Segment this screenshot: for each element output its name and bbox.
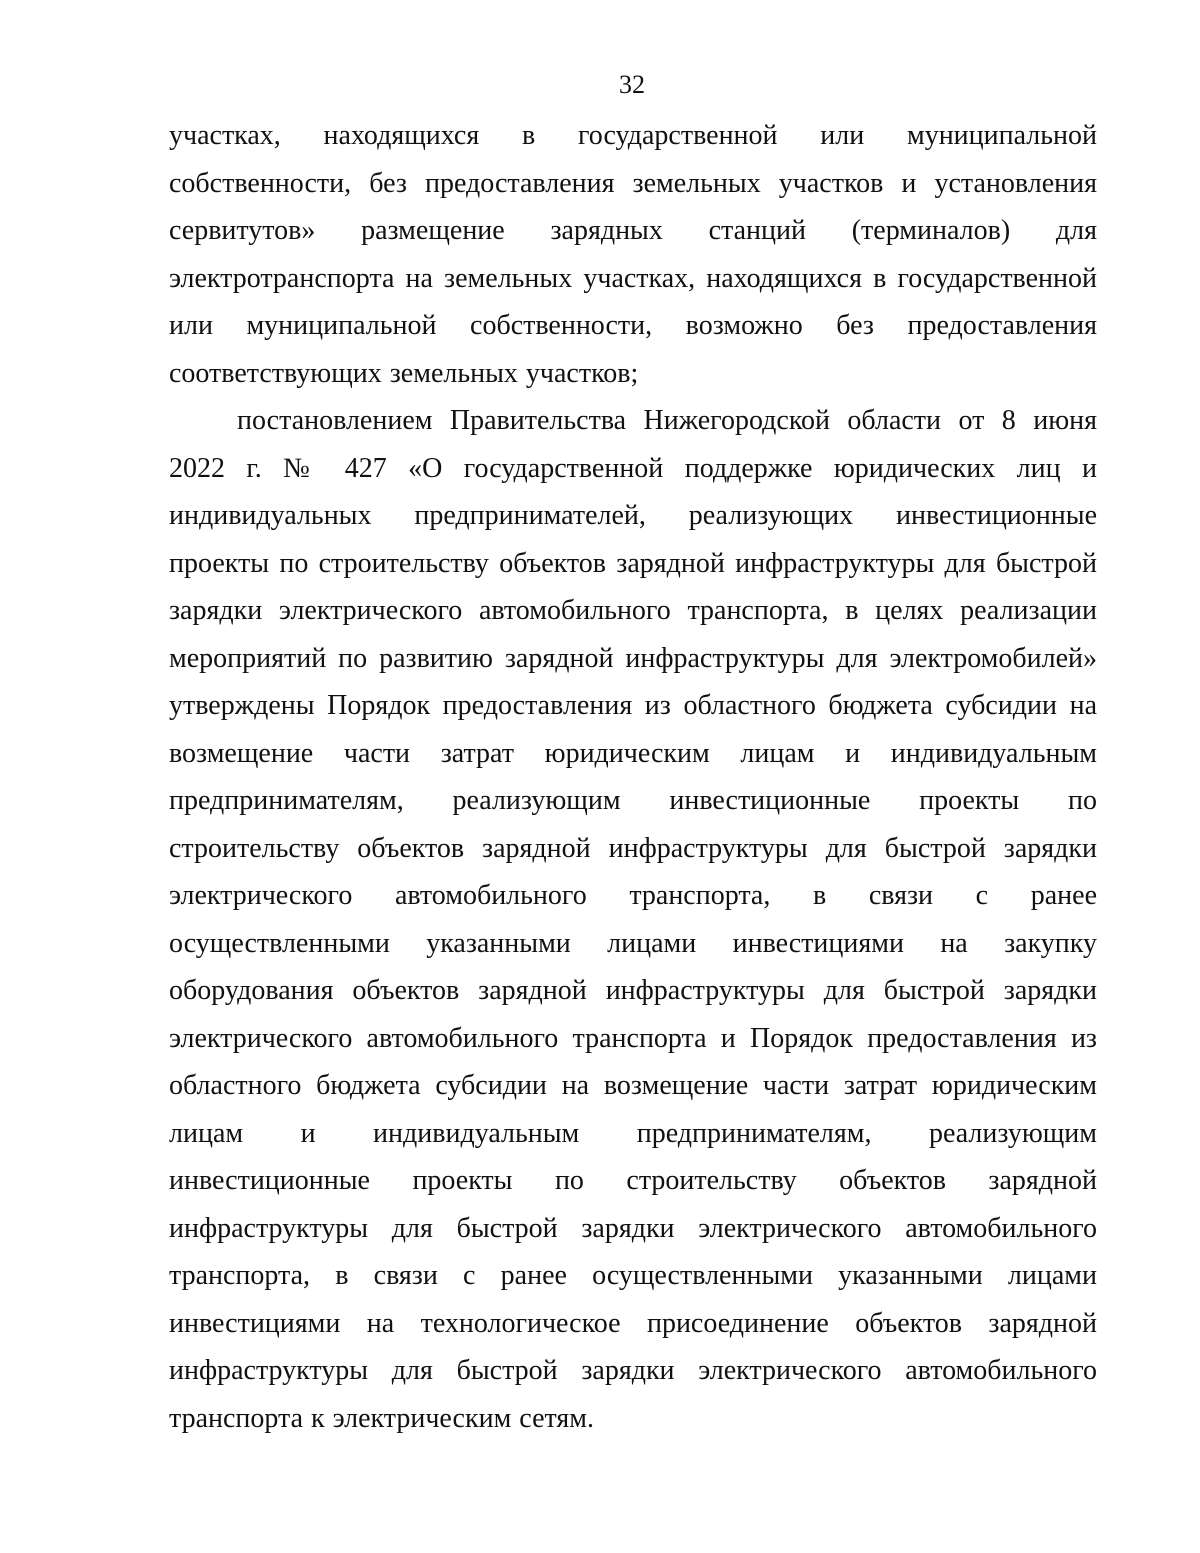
paragraph-continuation: участках, находящихся в государственной или муниципальной собственности, без предоставления земельных участков и установления сервитутов» размещение зарядных станций (терминалов) для электротранспорта на земельных участках, находящихся в государственной или муниципальной собственности, возможно без предоставления соответствующих земельных участков; [169, 120, 1097, 389]
page-number: 32 [619, 70, 645, 99]
paragraph-resolution: постановлением Правительства Нижегородской области от 8 июня 2022 г. № 427 «О государственной поддержке юридических лиц и индивидуальных предпринимателей, реализующих инвестиционные проекты по строительству объектов зарядной инфраструктуры для быстрой зарядки электрического автомобильного транспорта, в целях реализации мероприятий по развитию зарядной инфраструктуры для электромобилей» утверждены Порядок предоставления из областного бюджета субсидии на возмещение части затрат юридическим лицам и индивидуальным предпринимателям, реализующим инвестиционные проекты по строительству объектов зарядной инфраструктуры для быстрой зарядки электрического автомобильного транспорта, в связи с ранее осуществленными указанными лицами инвестициями на закупку оборудования объектов зарядной инфраструктуры для быстрой зарядки электрического автомобильного транспорта и Порядок предоставления из областного бюджета субсидии на возмещение части затрат юридическим лицам и индивидуальным предпринимателям, реализующим инвестиционные проекты по строительству объектов зарядной инфраструктуры для быстрой зарядки электрического автомобильного транспорта, в связи с ранее осуществленными указанными лицами инвестициями на технологическое присоединение объектов зарядной инфраструктуры для быстрой зарядки электрического автомобильного транспорта к электрическим сетям. [169, 405, 1097, 1434]
document-body [169, 112, 1097, 1442]
